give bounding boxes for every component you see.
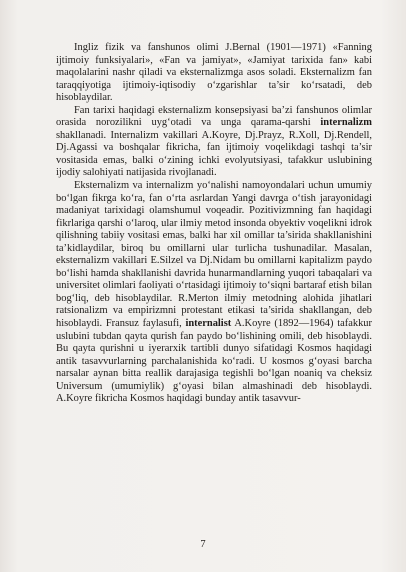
- paragraph: [56, 42, 372, 105]
- text-run: Fan tarixi haqidagi eksternalizm konsepsiyasi ba’zi fanshunos olimlar orasida norozilikni uyg‘otadi va unga qarama-qarshi: [56, 104, 372, 129]
- bold-term: internalizm: [320, 117, 372, 129]
- text-run: shakllanadi. Internalizm vakillari A.Koyre, Dj.Prayz, R.Xoll, Dj.Rendell, Dj.Agassi va boshqalar fikricha, fan ijtimoiy voqelikdagi tashqi ta’sir vositasida emas, balki o‘zining ichki evolyutsiyasi, tafakkur uslubining ijodiy salohiyati natijasida rivojlanadi.: [56, 129, 372, 179]
- body-text: [56, 42, 372, 406]
- paragraph: [56, 105, 372, 180]
- text-run: A.Koyre (1892—1964) tafakkur uslubini tubdan qayta qurish fan paydo bo‘lishining omili, deb hisoblaydi. Bu qayta qurishni u iyerarxik tartibli dunyo sifatidagi Kosmos haqidagi antik tasavvurlarning parchalanishida ko‘radi. U kosmos g‘oyasi barcha narsalar aynan bitta reallik darajasiga tegishli bo‘lgan noaniq va cheksiz Universum (umumiylik) g‘oyasi bilan almashinadi deb hisoblaydi. A.Koyre fikricha Kosmos haqidagi bunday antik tasavvur-: [56, 318, 372, 405]
- paragraph: [56, 180, 372, 406]
- text-run: Eksternalizm va internalizm yo‘nalishi namoyondalari uchun umumiy bo‘lgan fikrga ko‘ra, fan o‘rta asrlardan Yangi davrga o‘tish jarayonidagi madaniyat tarixidagi olamshumul voqeadir. Pozitivizmning fan haqidagi fikrlariga qarshi o‘laroq, ular ilmiy metod insonda obyektiv voqelikni idrok qilishning tabiiy vositasi emas, balki har xil omillar ta’sirida shakllanishini ta’kidlaydilar, biroq bu omillarni ular turlicha tushunadilar. Masalan, eksternalizm vakillari E.Silzel va Dj.Nidam bu omillarni kapitalizm paydo bo‘lishi hamda shakllanishi davrida hunarmandlarning yuqori tabaqalari va universitet olimlari faoliyati o‘rtasidagi ijtimoiy to‘siqni bartaraf etish bilan bog‘liq, deb hisoblaydilar. R.Merton ilmiy metodning alohida jihatlari ratsionalizm va empirizmni protestant etikasi ta’sirida shakllangan, deb hisoblaydi. Fransuz faylasufi,: [56, 180, 372, 330]
- text-run: Ingliz fizik va fanshunos olimi J.Bernal (1901—1971) «Fanning ijtimoiy funksiyalari», «Fan va jamiyat», «Jamiyat tarixida fan» kabi maqolalarini nashr qiladi va eksternalizmga asos soladi. Eksternalizm fan taraqqiyotiga ijtimoiy-iqtisodiy o‘zgarishlar ta’sir ko‘rsatadi, deb hisoblaydilar.: [56, 42, 372, 104]
- bold-term: internalist: [185, 318, 232, 330]
- page-number: 7: [200, 539, 206, 550]
